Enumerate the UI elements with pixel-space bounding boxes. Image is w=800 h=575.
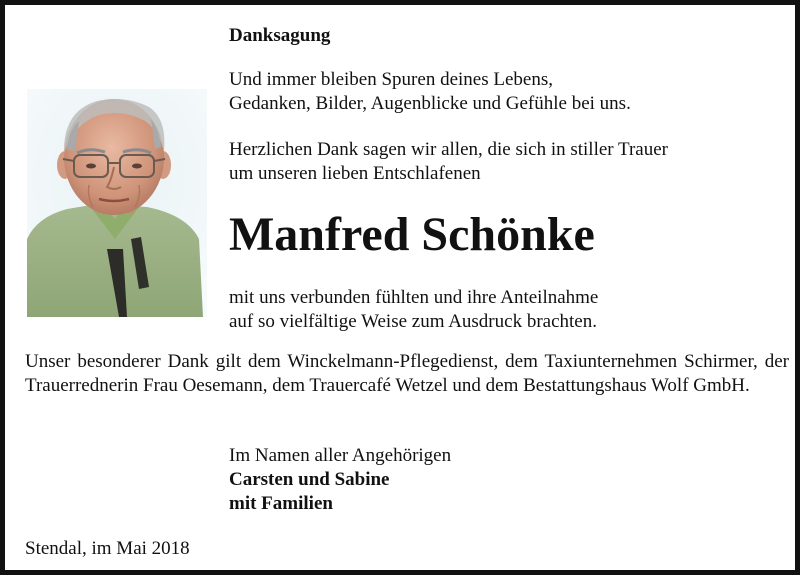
thanks-line: um unseren lieben Entschlafenen [229, 163, 481, 184]
thanks-line: Herzlichen Dank sagen wir allen, die sich in stiller Trauer [229, 139, 668, 160]
portrait-photo [27, 89, 207, 317]
deceased-name: Manfred Schönke [229, 208, 595, 261]
gratitude-line: auf so vielfältige Weise zum Ausdruck brachten. [229, 311, 597, 332]
intro-line: Und immer bleiben Spuren deines Lebens, [229, 69, 553, 90]
signature-names: Carsten und Sabine [229, 469, 390, 490]
place-and-date: Stendal, im Mai 2018 [25, 538, 190, 559]
special-thanks-paragraph: Unser besonderer Dank gilt dem Winckelmann-Pflegedienst, dem Taxiunternehmen Schirmer, der Trauerrednerin Frau Oesemann, dem Trauercafé Wetzel und dem Bestattungshaus Wolf GmbH. [25, 351, 789, 396]
signature-family: mit Familien [229, 493, 333, 514]
notice-heading: Danksagung [229, 25, 331, 46]
gratitude-line: mit uns verbunden fühlten und ihre Anteilnahme [229, 287, 599, 308]
intro-line: Gedanken, Bilder, Augenblicke und Gefühle bei uns. [229, 93, 631, 114]
signature-intro: Im Namen aller Angehörigen [229, 445, 452, 466]
